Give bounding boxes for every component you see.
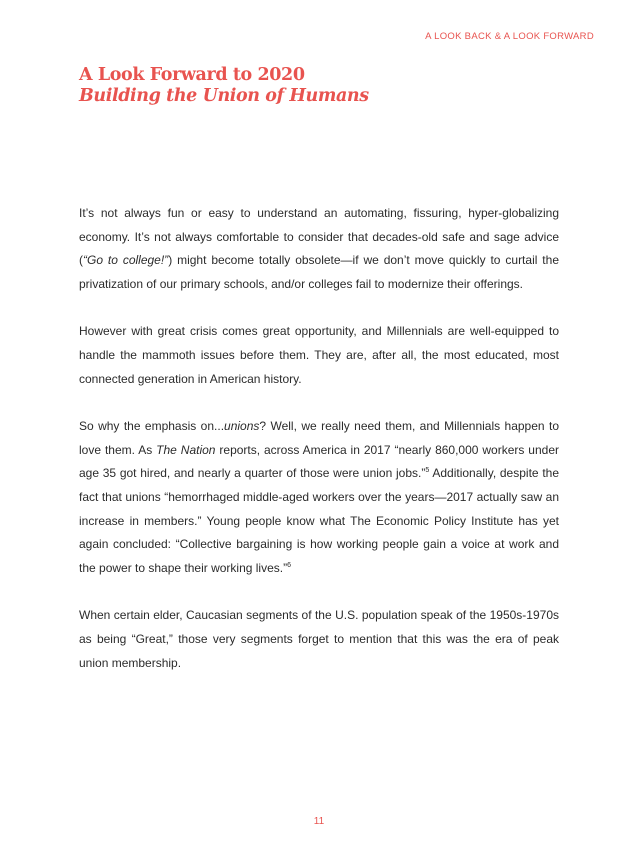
body-text [79,202,559,675]
paragraph-1-quote: “Go to college!” [83,253,169,268]
running-header: A LOOK BACK & A LOOK FORWARD [425,31,594,42]
paragraph-3-text-e: reports, across America in 2017 “nearly 860,000 workers under age 35 got hired, and nearly a quarter of those were union jobs.” [79,442,560,481]
page-subtitle: Building the Union of Humans [79,86,369,106]
paragraph-1-text-c: ) might become totally obsolete—if we don’t move quickly to curtail the privatization of our primary schools, and/or colleges fail to modernize their offerings. [79,253,559,292]
paragraph-3-emphasis: unions [224,418,260,433]
paragraph-2: However with great crisis comes great opportunity, and Millennials are well-equipped to handle the mammoth issues before them. They are, after all, the most educated, most connected generation in American history. [79,324,559,386]
title-block [79,65,559,107]
footnote-ref-5: 5 [425,467,430,475]
paragraph-3-text-a: So why the emphasis on... [79,418,225,433]
paragraph-3 [79,415,559,581]
paragraph-3-publication: The Nation [156,442,216,457]
paragraph-3-text-c: ? Well, we really need them, and Millennials happen to love them. As [79,418,559,457]
paragraph-1 [79,202,559,297]
page-title: A Look Forward to 2020 [79,65,305,85]
paragraph-1-text-a: It’s not always fun or easy to understand an automating, fissuring, hyper-globalizing economy. It’s not always comfortable to consider that decades-old safe and sage advice ( [79,206,559,268]
paragraph-4: When certain elder, Caucasian segments of the U.S. population speak of the 1950s-1970s as being “Great,” those very segments forget to mention that this was the era of peak union membership. [79,608,559,670]
paragraph-3-text-f: Additionally, despite the fact that unions “hemorrhaged middle-aged workers over the years—2017 actually saw an increase in members.” Young people know what The Economic Policy Institute has yet again concluded: “Collective bargaining is how working people gain a voice at work and the power to shape their working lives.” [79,466,559,576]
footnote-ref-6: 6 [287,562,292,570]
page-number: 11 [313,816,325,827]
